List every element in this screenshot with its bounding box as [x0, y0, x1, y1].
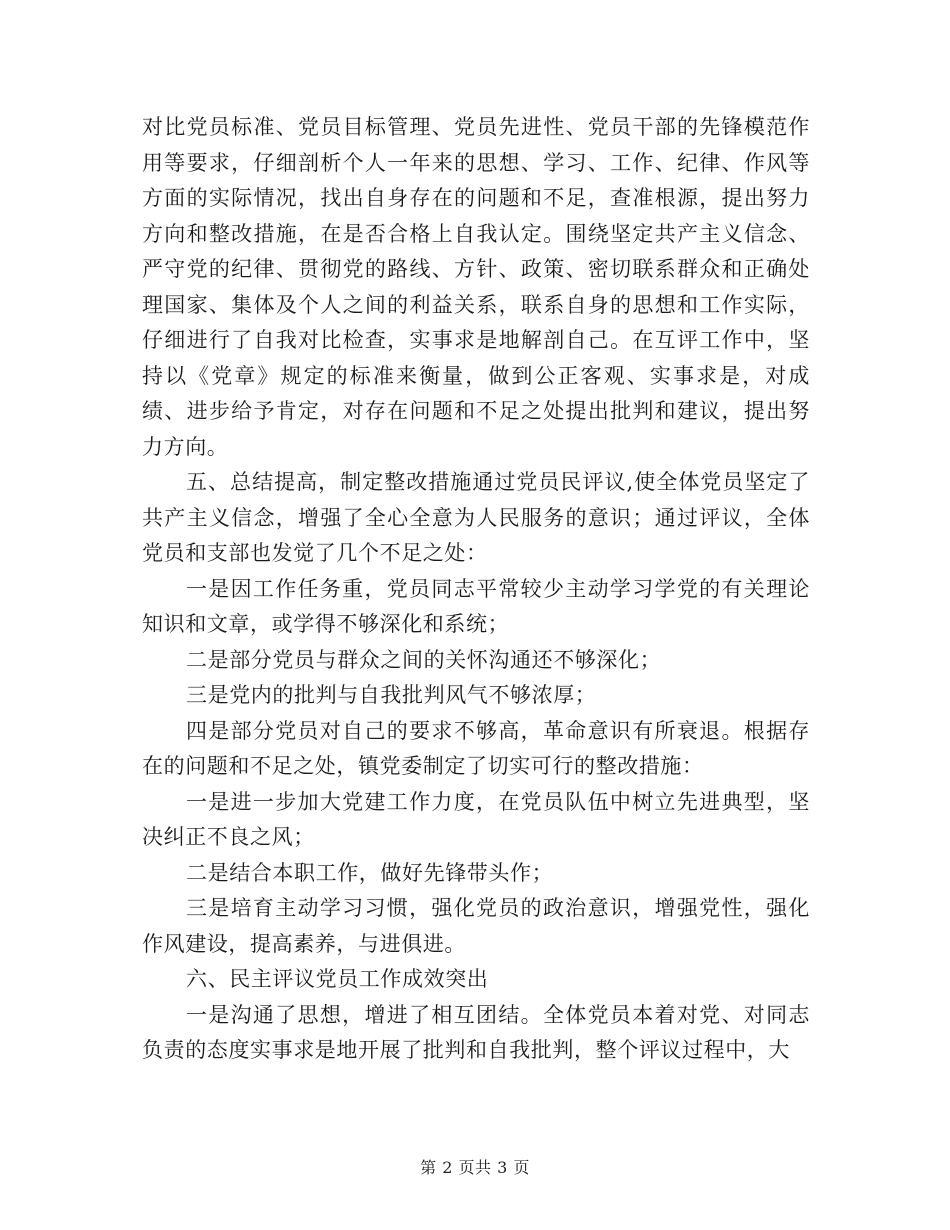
paragraph-measure-3: 三是培育主动学习习惯，强化党员的政治意识，增强党性，强化作风建设，提高素养，与进俱进。: [142, 896, 810, 956]
paragraph-section-five: 五、总结提高，制定整改措施通过党员民评议,使全体党员坚定了共产主义信念，增强了全心全意为人民服务的意识；通过评议，全体党员和支部也发觉了几个不足之处：: [142, 470, 810, 565]
paragraph-shortcoming-3: 三是党内的批判与自我批判风气不够浓厚；: [186, 683, 597, 707]
paragraph-shortcoming-1: 一是因工作任务重，党员同志平常较少主动学习学党的有关理论知识和文章，或学得不够深化和系统；: [142, 576, 810, 636]
paragraph-continuation: 对比党员标准、党员目标管理、党员先进性、党员干部的先锋模范作用等要求，仔细剖析个人一年来的思想、学习、工作、纪律、作风等方面的实际情况，找出自身存在的问题和不足，查准根源，提出努力方向和整改措施，在是否合格上自我认定。围绕坚定共产主义信念、严守党的纪律、贯彻党的路线、方针、政策、密切联系群众和正确处理国家、集体及个人之间的利益关系，联系自身的思想和工作实际，仔细进行了自我对比检查，实事求是地解剖自己。在互评工作中，坚持以《党章》规定的标准来衡量，做到公正客观、实事求是，对成绩、进步给予肯定，对存在问题和不足之处提出批判和建议，提出努力方向。: [142, 115, 810, 459]
page-number-footer: 第 2 页共 3 页: [420, 1158, 530, 1177]
paragraph-shortcoming-2: 二是部分党员与群众之间的关怀沟通还不够深化；: [186, 647, 662, 672]
paragraph-shortcoming-4: 四是部分党员对自己的要求不够高，革命意识有所衰退。根据存在的问题和不足之处，镇党委制定了切实可行的整改措施：: [142, 718, 810, 778]
paragraph-measure-1: 一是进一步加大党建工作力度，在党员队伍中树立先进典型，坚决纠正不良之风；: [142, 789, 810, 849]
paragraph-measure-2: 二是结合本职工作，做好先锋带头作；: [186, 860, 554, 885]
paragraph-result-1: 一是沟通了思想，增进了相互团结。全体党员本着对党、对同志负责的态度实事求是地开展了批判和自我批判，整个评议过程中，大: [142, 1002, 810, 1062]
section-heading-six: 六、民主评议党员工作成效突出: [186, 967, 489, 991]
document-body: [142, 110, 810, 1069]
